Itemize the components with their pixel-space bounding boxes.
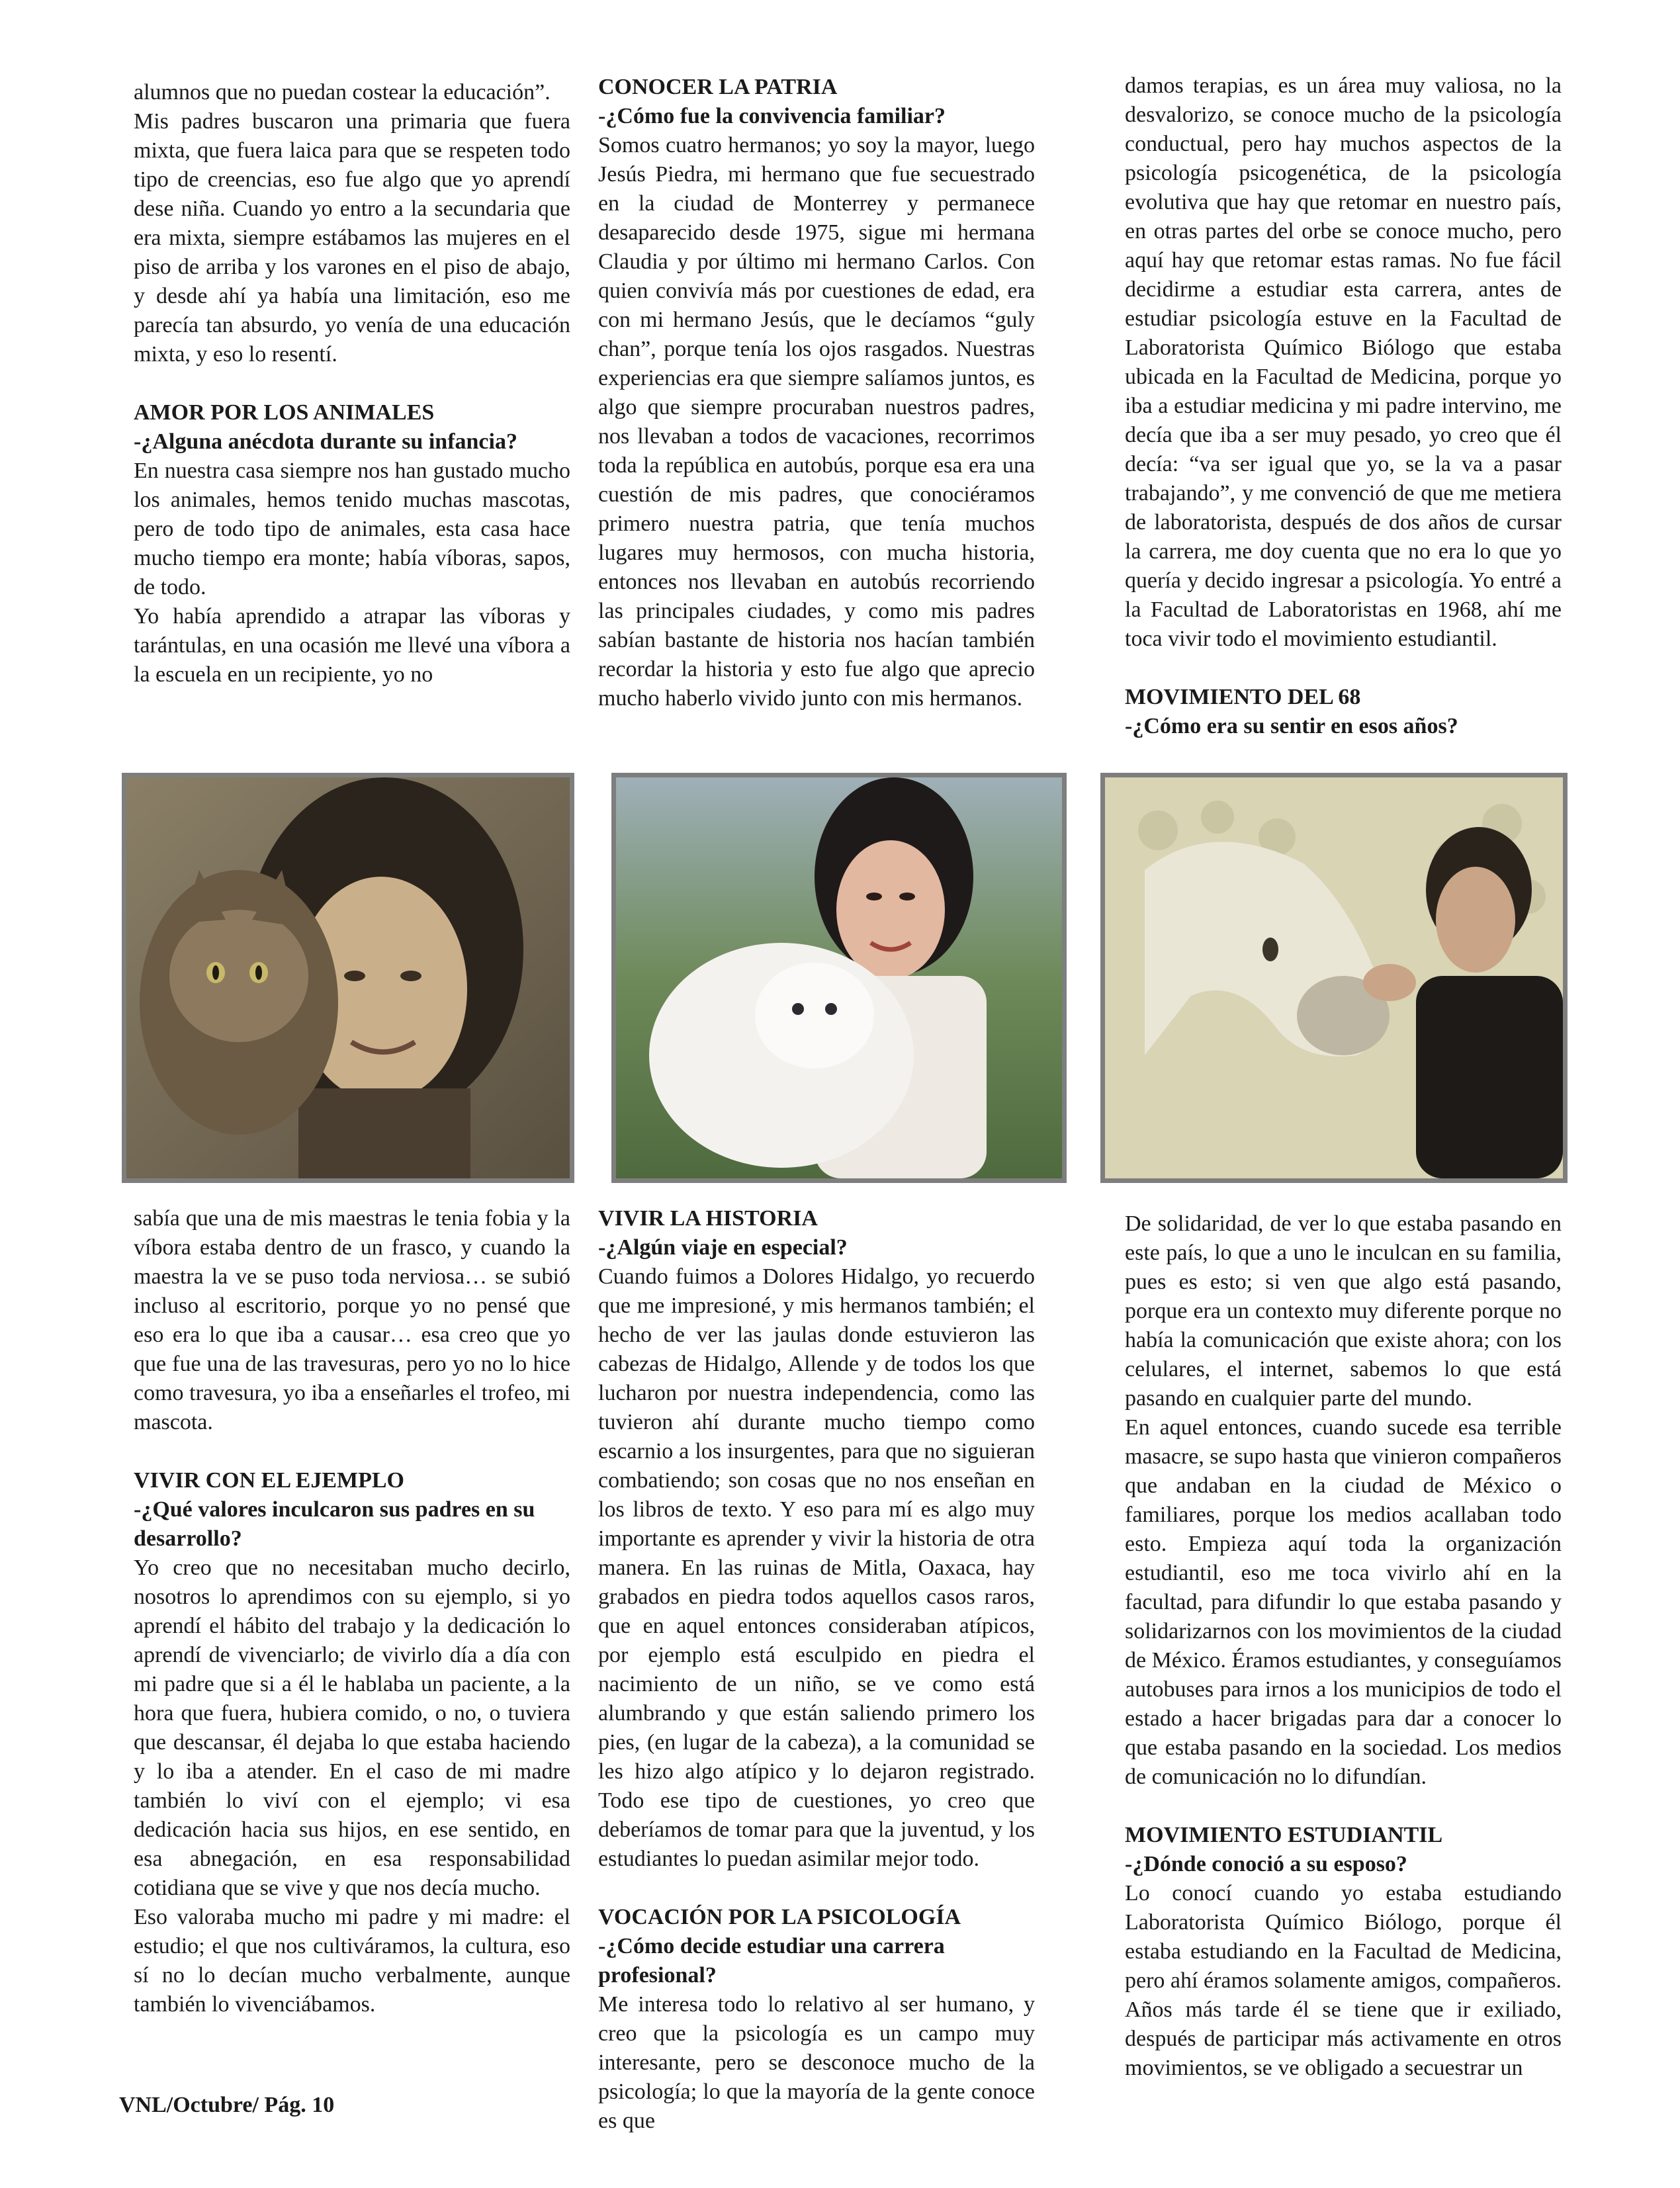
column-left-top <box>134 78 570 689</box>
column-left-bottom <box>134 1204 570 2019</box>
paragraph: Somos cuatro hermanos; yo soy la mayor, luego Jesús Piedra, mi hermano que fue secuestrado en la ciudad de Monterrey y permanece desaparecido desde 1975, sigue mi hermana Claudia y por último mi hermano Carlos. Con quien convivía más por cuestiones de edad, era con mi hermano Jesús, que le decíamos “guly chan”, porque tenía los ojos rasgados. Nuestras experiencias era que siempre salíamos juntos, es algo que siempre procuraban nuestros padres, nos llevaban a todos de vacaciones, recorrimos toda la república en autobús, porque esa era una cuestión de mis padres, que conociéramos primero nuestra patria, que tenía muchos lugares muy hermosos, con mucha historia, entonces nos llevaban en autobús recorriendo las principales ciudades, y como mis padres sabían bastante de historia nos hacían también recordar la historia y esto fue algo que aprecio mucho haberlo vivido junto con mis hermanos. <box>598 133 1035 711</box>
page-footer: VNL/Octubre/ Pág. 10 <box>119 2093 335 2117</box>
paragraph: Me interesa todo lo relativo al ser humano, y creo que la psicología es un campo muy interesante, pero se desconoce mucho de la psicología; lo que la mayoría de la gente conoce es que <box>598 1992 1035 2133</box>
photo-color-image <box>616 777 1062 1178</box>
paragraph: alumnos que no puedan costear la educación”. <box>134 80 551 105</box>
paragraph: De solidaridad, de ver lo que estaba pasando en este país, lo que a uno le inculcan en su familia, pues es esto; si ven que algo está pasando, porque era un contexto muy diferente porque no había la comunicación que existe ahora; con los celulares, el internet, sabemos lo que está pasando en cualquier parte del mundo. <box>1125 1211 1562 1411</box>
interview-question: -¿Cómo fue la convivencia familiar? <box>598 104 946 128</box>
paragraph: Lo conocí cuando yo estaba estudiando Laboratorista Químico Biólogo, porque él estaba estudiando en la Facultad de Medicina, pero ahí éramos solamente amigos, compañeros. Años más tarde él se tiene que ir exiliado, después de participar más activamente en otros movimientos, se ve obligado a secuestrar un <box>1125 1881 1562 2080</box>
column-right-bottom <box>1125 1209 1562 2083</box>
interview-question: -¿Alguna anécdota durante su infancia? <box>134 429 517 454</box>
paragraph: En nuestra casa siempre nos han gustado mucho los animales, hemos tenido muchas mascotas, pero de todo tipo de animales, esta casa hace mucho tiempo era monte; había víboras, sapos, de todo. <box>134 459 570 599</box>
column-middle-top <box>598 73 1035 713</box>
interview-question: -¿Dónde conoció a su esposo? <box>1125 1852 1407 1876</box>
photo-woman-with-cat <box>122 773 574 1183</box>
paragraph: damos terapias, es un área muy valiosa, no la desvalorizo, se conoce mucho de la psicología conductual, pero hay muchos aspectos de la psicología psicogenética, de la psicología evolutiva que hay que retomar en nuestro país, en otras partes del orbe se conoce mucho, pero aquí hay que retomar estas ramas. No fue fácil decidirme a estudiar esta carrera, antes de estudiar psicología estuve en la Facultad de Laboratorista Químico Biólogo que estaba ubicada en la Facultad de Medicina, porque yo iba a estudiar medicina y mi padre intervino, me decía que iba a ser muy pesado, yo creo que él decía: “va ser igual que yo, se la va a pasar trabajando”, y me convenció de que me metiera de laboratorista, después de dos años de cursar la carrera, me doy cuenta que no era lo que yo quería y decido ingresar a psicología. Yo entré a la Facultad de Laboratoristas en 1968, ahí me toca vivir todo el movimiento estudiantil. <box>1125 73 1562 651</box>
section-heading: VIVIR CON EL EJEMPLO <box>134 1468 404 1493</box>
interview-question: -¿Qué valores inculcaron sus padres en su desarrollo? <box>134 1497 535 1551</box>
section-heading: MOVIMIENTO ESTUDIANTIL <box>1125 1823 1443 1847</box>
paragraph: En aquel entonces, cuando sucede esa terrible masacre, se supo hasta que vinieron compañeros que andaban en la ciudad de México o familiares, porque los medios acallaban todo esto. Empieza aquí toda la organización estudiantil, eso me toca vivirlo ahí en la facultad, para difundir lo que estaba pasando y solidarizarnos con los movimientos de la ciudad de México. Éramos estudiantes, y conseguíamos autobuses para irnos a los municipios de todo el estado a hacer brigadas para dar a conocer lo que estaba pasando en la sociedad. Los medios de comunicación no lo difundían. <box>1125 1415 1562 1789</box>
paragraph: sabía que una de mis maestras le tenia fobia y la víbora estaba dentro de un frasco, y cuando la maestra la ve se puso toda nerviosa… se subió incluso al escritorio, porque yo no pensé que eso era lo que iba a causar… esa creo que yo que fue una de las travesuras, pero yo no lo hice como travesura, yo iba a enseñarles el trofeo, mi mascota. <box>134 1206 570 1434</box>
paragraph: Cuando fuimos a Dolores Hidalgo, yo recuerdo que me impresioné, y mis hermanos también; el hecho de ver las jaulas donde estuvieron las cabezas de Hidalgo, Allende y de todos los que lucharon por nuestra independencia, como las tuvieron ahí durante mucho tiempo como escarnio a los insurgentes, para que no siguieran combatiendo; son cosas que no nos enseñan en los libros de texto. Y eso para mí es algo muy importante es aprender y vivir la historia de otra manera. En las ruinas de Mitla, Oaxaca, hay grabados en piedra todos aquellos casos raros, que en aquel entonces consideraban atípicos, por ejemplo está esculpido en piedra el nacimiento de un niño, se ve como está alumbrando y que están saliendo primero los pies, (en lugar de la cabeza), a la comunidad se les hizo algo atípico y lo dejaron registrado. Todo ese tipo de cuestiones, yo creo que deberíamos de tomar para que la juventud, y los estudiantes lo puedan asimilar mejor todo. <box>598 1264 1035 1871</box>
photo-woman-with-white-cat <box>611 773 1067 1183</box>
section-heading: VOCACIÓN POR LA PSICOLOGÍA <box>598 1905 961 1929</box>
interview-question: -¿Algún viaje en especial? <box>598 1235 848 1260</box>
paragraph: Eso valoraba mucho mi padre y mi madre: el estudio; el que nos cultiváramos, la cultura, eso sí no lo decían mucho verbalmente, aunque también lo vivenciábamos. <box>134 1905 570 2017</box>
photo-faded-color-image <box>1105 777 1563 1178</box>
interview-question: -¿Cómo decide estudiar una carrera profesional? <box>598 1934 945 1988</box>
paragraph: Yo creo que no necesitaban mucho decirlo, nosotros lo aprendimos con su ejemplo, si yo aprendí el hábito del trabajo y la dedicación lo aprendí de vivenciarlo; de vivirlo día a día con mi padre que si a él le hablaba un paciente, a la hora que fuera, hubiera comido, o no, o tuviera que descansar, él dejaba lo que estaba haciendo y lo iba a atender. En el caso de mi madre también lo viví con el ejemplo; vi esa dedicación hacia sus hijos, en ese sentido, en esa abnegación, en esa responsabilidad cotidiana que se vive y que nos decía mucho. <box>134 1555 570 1900</box>
column-right-top <box>1125 71 1562 741</box>
section-heading: CONOCER LA PATRIA <box>598 75 838 99</box>
interview-question: -¿Cómo era su sentir en esos años? <box>1125 714 1458 738</box>
paragraph: Mis padres buscaron una primaria que fuera mixta, que fuera laica para que se respeten todo tipo de creencias, eso fue algo que yo aprendí dese niña. Cuando yo entro a la secundaria que era mixta, siempre estábamos las mujeres en el piso de arriba y los varones en el piso de abajo, y desde ahí ya había una limitación, eso me parecía tan absurdo, yo venía de una educación mixta, y eso lo resentí. <box>134 109 570 367</box>
section-heading: MOVIMIENTO DEL 68 <box>1125 685 1361 709</box>
photo-girl-with-horse <box>1100 773 1568 1183</box>
section-heading: VIVIR LA HISTORIA <box>598 1206 818 1231</box>
photo-sepia-image <box>126 777 570 1178</box>
column-middle-bottom <box>598 1204 1035 2136</box>
section-heading: AMOR POR LOS ANIMALES <box>134 400 435 425</box>
paragraph: Yo había aprendido a atrapar las víboras y tarántulas, en una ocasión me llevé una víbora a la escuela en un recipiente, yo no <box>134 604 570 687</box>
